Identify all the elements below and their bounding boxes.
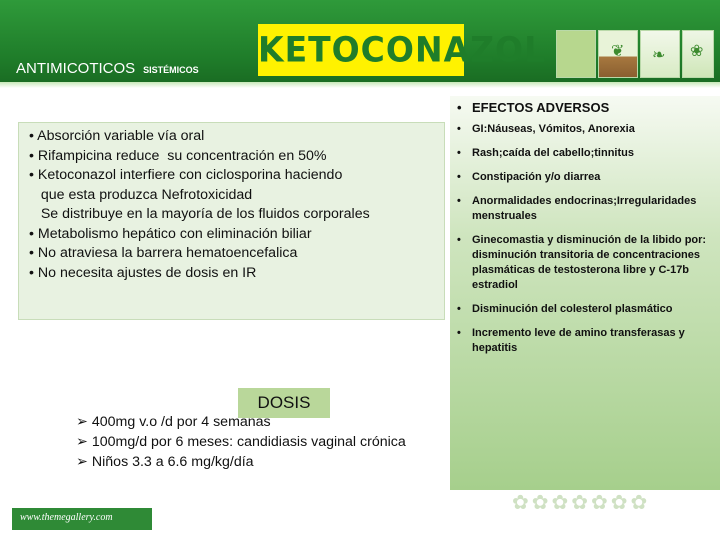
list-item: • Constipación y/o diarrea bbox=[457, 171, 601, 183]
header-title-text: ANTIMICOTICOS bbox=[16, 60, 136, 77]
seedling-thumbnail bbox=[640, 30, 680, 78]
list-item: que esta produzca Nefrotoxicidad bbox=[29, 186, 253, 203]
list-item: • GI:Náuseas, Vómitos, Anorexia bbox=[457, 123, 635, 135]
arrow-bullet-icon: ➢ bbox=[76, 414, 88, 430]
list-item: • Ginecomastia y disminución de la libido por: disminución transitoria de concentraciones plasmáticas de testosterona libre y C-17b estradiol bbox=[457, 234, 707, 291]
bullet-icon: • bbox=[457, 123, 461, 135]
footer-bar bbox=[12, 508, 152, 530]
list-item: • Rifampicina reduce su concentración en 50% bbox=[29, 147, 327, 164]
branch-thumbnail bbox=[682, 30, 714, 78]
arrow-bullet-icon: ➢ bbox=[76, 454, 88, 470]
seedling-icon: ❧ bbox=[652, 47, 666, 64]
decorative-plants-icon: ✿✿✿✿✿✿✿ bbox=[512, 492, 651, 514]
branch-icon: ❀ bbox=[690, 43, 704, 60]
adverse-effects-list bbox=[450, 96, 720, 356]
dose-list bbox=[76, 412, 436, 472]
footer-url[interactable]: www.themegallery.com bbox=[20, 512, 113, 523]
brand-title: KETOCONAZOL bbox=[258, 29, 547, 70]
bullet-icon: • bbox=[457, 234, 461, 246]
list-item: ➢ 400mg v.o /d por 4 semanas bbox=[76, 414, 271, 430]
dosis-title: DOSIS bbox=[257, 393, 311, 412]
arrow-bullet-icon: ➢ bbox=[76, 434, 88, 450]
main-content-box bbox=[18, 122, 445, 320]
list-item: ➢ Niños 3.3 a 6.6 mg/kg/día bbox=[76, 454, 254, 470]
adverse-effects-panel bbox=[450, 96, 720, 490]
list-item: • Absorción variable vía oral bbox=[29, 128, 205, 144]
list-item: ➢ 100mg/d por 6 meses: candidiasis vaginal crónica bbox=[76, 434, 406, 450]
bullet-icon: • bbox=[457, 147, 461, 159]
list-item: • No atraviesa la barrera hematoencefalica bbox=[29, 245, 298, 261]
bullet-icon: • bbox=[457, 303, 461, 315]
list-item: • Disminución del colesterol plasmático bbox=[457, 303, 673, 315]
header-divider bbox=[0, 82, 720, 88]
bullet-icon: • bbox=[457, 100, 462, 115]
main-list bbox=[19, 123, 444, 283]
list-item: • Incremento leve de amino transferasas y hepatitis bbox=[457, 327, 685, 354]
sprout-icon: ❦ bbox=[611, 43, 625, 60]
leaf-thumbnail bbox=[556, 30, 596, 78]
header-title bbox=[16, 60, 199, 77]
list-item: • Rash;caída del cabello;tinnitus bbox=[457, 147, 634, 159]
list-item: Se distribuye en la mayoría de los fluidos corporales bbox=[29, 206, 370, 222]
sprout-soil-thumbnail bbox=[598, 30, 638, 78]
adverse-effects-title: • EFECTOS ADVERSOS bbox=[457, 100, 610, 115]
list-item: • Ketoconazol interfiere con ciclosporina haciendo bbox=[29, 167, 343, 183]
bullet-icon: • bbox=[457, 195, 461, 207]
list-item: • No necesita ajustes de dosis en IR bbox=[29, 264, 257, 281]
list-item: • Metabolismo hepático con eliminación biliar bbox=[29, 225, 312, 242]
header-subtitle: SISTÉMICOS bbox=[143, 65, 199, 75]
list-item: • Anormalidades endocrinas;Irregularidades menstruales bbox=[457, 195, 697, 222]
bullet-icon: • bbox=[457, 327, 461, 339]
brand-box bbox=[258, 24, 547, 76]
bullet-icon: • bbox=[457, 171, 461, 183]
